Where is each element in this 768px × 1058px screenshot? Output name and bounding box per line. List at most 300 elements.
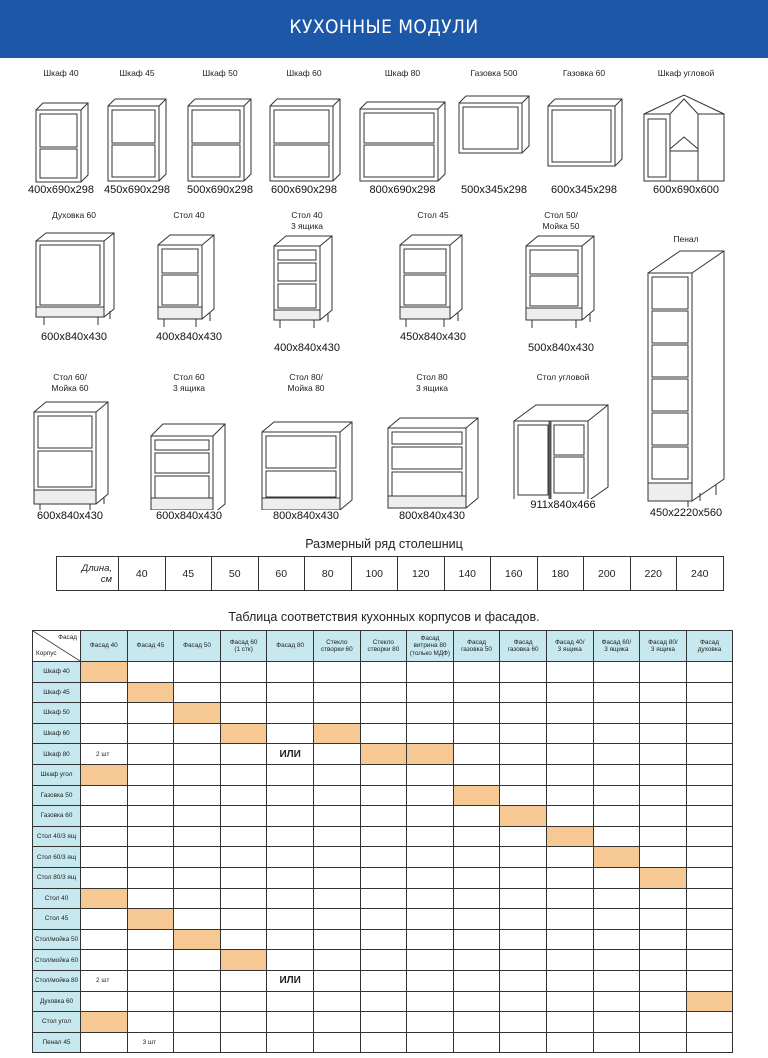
table-cell <box>267 703 314 724</box>
table-cell <box>407 1032 454 1053</box>
row-header: Шкаф 60 <box>33 723 81 744</box>
table-cell <box>500 991 547 1012</box>
cabinet-drawing <box>26 79 96 184</box>
module-label: Стол 80/ <box>289 372 323 382</box>
table-cell <box>640 806 687 827</box>
table-cell <box>407 806 454 827</box>
cabinet-drawing <box>508 383 618 499</box>
module-shkaf-40 <box>26 68 96 196</box>
table-cell <box>546 703 593 724</box>
table-cell <box>500 867 547 888</box>
table-cell <box>453 909 500 930</box>
module-stol-60-3 <box>145 372 233 522</box>
table-cell <box>546 744 593 765</box>
table-cell <box>593 950 640 971</box>
module-size: 400x840x430 <box>155 331 223 343</box>
table-cell <box>453 929 500 950</box>
column-header-line: Фасад <box>700 638 719 646</box>
table-cell <box>313 888 360 909</box>
table-cell <box>453 682 500 703</box>
length-value: 60 <box>258 557 305 591</box>
module-label-line2: Мойка 80 <box>287 383 325 393</box>
table-cell <box>500 826 547 847</box>
table-cell <box>546 1012 593 1033</box>
table-cell <box>453 867 500 888</box>
table-row <box>33 826 733 847</box>
module-stol-uglovoy <box>508 372 618 511</box>
table-cell <box>686 970 733 991</box>
table-cell <box>686 744 733 765</box>
module-stol-40-3 <box>266 210 348 354</box>
column-header-line: Фасад 50 <box>183 642 211 650</box>
table-cell <box>453 950 500 971</box>
table-cell <box>360 703 407 724</box>
module-label: Стол 40 <box>291 210 323 220</box>
column-header-line: Стекло <box>372 638 394 646</box>
match-cell <box>81 1012 128 1033</box>
table-row <box>33 929 733 950</box>
table-cell <box>220 703 267 724</box>
length-value: 40 <box>119 557 166 591</box>
table-cell <box>407 847 454 868</box>
table-cell <box>546 929 593 950</box>
table-cell <box>500 764 547 785</box>
module-size: 500x690x298 <box>186 184 254 196</box>
table-cell <box>174 888 221 909</box>
table-cell <box>500 785 547 806</box>
module-label: Стол 60 <box>173 372 205 382</box>
table-cell <box>360 929 407 950</box>
table-cell <box>546 847 593 868</box>
table-cell <box>174 867 221 888</box>
table-cell <box>174 950 221 971</box>
column-header-line: газовка 60 <box>507 646 539 653</box>
module-size: 800x840x430 <box>398 510 466 522</box>
table-cell <box>360 950 407 971</box>
table-cell <box>593 909 640 930</box>
module-stol-50 <box>518 210 604 354</box>
table-cell <box>546 970 593 991</box>
table-cell <box>220 785 267 806</box>
table-cell <box>640 764 687 785</box>
cabinet-drawing <box>518 232 604 342</box>
table-cell <box>220 744 267 765</box>
table-cell <box>313 703 360 724</box>
table-cell <box>267 1032 314 1053</box>
match-cell <box>313 723 360 744</box>
module-gazovka-500 <box>455 68 533 196</box>
table-cell: ИЛИ <box>267 970 314 991</box>
countertops-title: Размерный ряд столешниц <box>305 537 463 551</box>
module-stol-40 <box>150 210 228 343</box>
cabinet-drawing <box>543 79 625 184</box>
table-cell <box>686 806 733 827</box>
table-cell <box>127 991 174 1012</box>
module-size: 800x690x298 <box>369 184 436 196</box>
length-value: 220 <box>630 557 677 591</box>
table-cell <box>453 847 500 868</box>
column-header-line: витрина 80 <box>413 642 447 650</box>
table-cell <box>546 806 593 827</box>
module-stol-80-3 <box>382 372 482 522</box>
table-row <box>33 723 733 744</box>
table-cell: 2 шт <box>81 744 128 765</box>
table-cell <box>267 888 314 909</box>
table-cell <box>81 682 128 703</box>
table-cell <box>546 909 593 930</box>
column-header <box>593 631 640 662</box>
module-label: Шкаф 60 <box>286 68 322 78</box>
table-cell <box>127 950 174 971</box>
module-label-line2: 3 ящика <box>290 221 324 231</box>
table-cell <box>313 826 360 847</box>
cabinet-drawing <box>382 394 482 510</box>
table-cell <box>686 682 733 703</box>
table-cell <box>407 888 454 909</box>
module-size: 600x345x298 <box>550 184 618 196</box>
table-cell <box>686 1012 733 1033</box>
table-cell <box>81 806 128 827</box>
table-cell <box>593 662 640 683</box>
table-cell <box>174 1012 221 1033</box>
table-cell <box>313 950 360 971</box>
cabinet-drawing <box>145 394 233 510</box>
table-cell <box>81 1032 128 1053</box>
table-cell <box>640 909 687 930</box>
table-cell <box>500 682 547 703</box>
table-cell <box>267 867 314 888</box>
module-size: 500x345x298 <box>460 184 528 196</box>
match-cell <box>81 764 128 785</box>
cabinet-drawing <box>256 394 356 510</box>
length-value: 50 <box>212 557 259 591</box>
length-value: 180 <box>537 557 584 591</box>
table-cell <box>81 929 128 950</box>
table-cell <box>640 723 687 744</box>
table-cell <box>500 703 547 724</box>
module-shkaf-60 <box>265 68 343 196</box>
table-cell <box>127 1012 174 1033</box>
corner-label-body: Корпус <box>36 649 57 657</box>
table-cell <box>453 662 500 683</box>
column-header-line: 3 ящика <box>557 646 582 653</box>
row-header: Стол 45 <box>33 909 81 930</box>
module-label-line2: 3 ящика <box>172 383 206 393</box>
row-header: Стол 60/3 ящ <box>33 847 81 868</box>
column-header <box>453 631 500 662</box>
module-shkaf-80 <box>355 68 450 196</box>
table-cell <box>500 929 547 950</box>
table-cell <box>686 929 733 950</box>
table-cell <box>360 806 407 827</box>
row-header: Стол угол <box>33 1012 81 1033</box>
module-label: Шкаф 50 <box>202 68 238 78</box>
table-cell <box>546 867 593 888</box>
module-penal <box>640 234 732 519</box>
table-cell <box>127 888 174 909</box>
column-header-line: Фасад 45 <box>136 642 165 650</box>
table-cell <box>686 847 733 868</box>
length-value: 240 <box>677 557 724 591</box>
table-cell <box>500 1012 547 1033</box>
module-size: 600x840x430 <box>36 510 104 522</box>
cabinet-drawing <box>455 79 533 184</box>
column-header-line: Фасад <box>513 638 533 646</box>
table-cell <box>500 744 547 765</box>
module-label-line2: 3 ящика <box>415 383 449 393</box>
table-cell <box>174 806 221 827</box>
module-shkaf-uglovoy <box>640 68 732 196</box>
table-cell <box>453 1012 500 1033</box>
table-cell <box>640 888 687 909</box>
table-cell <box>81 723 128 744</box>
module-size: 911x840x466 <box>530 499 596 511</box>
length-value: 140 <box>444 557 491 591</box>
column-header <box>500 631 547 662</box>
module-shkaf-45 <box>102 68 172 196</box>
table-cell <box>686 826 733 847</box>
table-cell <box>407 867 454 888</box>
table-cell <box>127 847 174 868</box>
row-header: Духовка 60 <box>33 991 81 1012</box>
table-cell <box>267 764 314 785</box>
table-cell <box>360 991 407 1012</box>
row-header: Шкаф 40 <box>33 662 81 683</box>
table-cell <box>686 723 733 744</box>
table-cell <box>500 909 547 930</box>
length-value: 120 <box>398 557 445 591</box>
table-cell <box>640 950 687 971</box>
cabinet-drawing <box>355 79 450 184</box>
row-header: Стол 40/3 ящ <box>33 826 81 847</box>
table-cell <box>546 785 593 806</box>
module-label: Стол 45 <box>417 210 449 220</box>
column-header-line: Фасад 80/ <box>648 638 678 646</box>
table-cell <box>267 682 314 703</box>
table-cell <box>220 991 267 1012</box>
table-cell <box>267 723 314 744</box>
cabinet-drawing <box>28 221 120 331</box>
table-cell <box>360 909 407 930</box>
module-size: 600x840x430 <box>155 510 223 522</box>
module-label: Стол угловой <box>536 372 590 382</box>
table-cell <box>453 970 500 991</box>
column-header <box>267 631 314 662</box>
table-cell <box>500 1032 547 1053</box>
module-label-line2: Мойка 60 <box>51 383 89 393</box>
table-cell <box>407 764 454 785</box>
match-cell <box>360 744 407 765</box>
table-cell <box>313 662 360 683</box>
column-header-line: Фасад 60 <box>229 638 258 646</box>
table-cell <box>546 682 593 703</box>
module-size: 800x840x430 <box>272 510 340 522</box>
length-value: 80 <box>305 557 352 591</box>
cabinet-drawing <box>185 79 255 184</box>
column-header-line: 3 ящика <box>650 646 675 653</box>
table-cell <box>360 662 407 683</box>
module-size: 450x840x430 <box>399 331 467 343</box>
table-cell <box>407 929 454 950</box>
table-row <box>33 806 733 827</box>
table-cell <box>500 950 547 971</box>
table-cell <box>81 909 128 930</box>
match-cell <box>127 682 174 703</box>
table-cell <box>407 682 454 703</box>
table-cell <box>453 888 500 909</box>
table-cell <box>546 888 593 909</box>
table-cell <box>313 806 360 827</box>
corner-cell <box>33 631 81 662</box>
table-cell <box>407 703 454 724</box>
table-cell <box>360 723 407 744</box>
cabinet-drawing <box>150 221 228 331</box>
length-header: Длина, см <box>57 557 119 591</box>
table-cell <box>593 867 640 888</box>
table-cell <box>267 909 314 930</box>
table-cell <box>127 744 174 765</box>
table-cell <box>360 970 407 991</box>
table-cell <box>313 764 360 785</box>
table-cell <box>174 1032 221 1053</box>
table-cell <box>267 929 314 950</box>
length-value: 100 <box>351 557 398 591</box>
column-header-line: 3 ящика <box>604 646 629 653</box>
column-header-line: створки 60 <box>320 646 353 653</box>
table-cell <box>640 991 687 1012</box>
table-cell <box>453 744 500 765</box>
table-cell <box>267 806 314 827</box>
row-header: Стол 40 <box>33 888 81 909</box>
column-header <box>220 631 267 662</box>
module-stol-80 <box>256 372 356 522</box>
table-cell <box>220 1012 267 1033</box>
table-cell <box>593 744 640 765</box>
table-cell <box>453 764 500 785</box>
column-header <box>546 631 593 662</box>
table-cell <box>593 723 640 744</box>
table-cell: 2 шт <box>81 970 128 991</box>
column-header <box>313 631 360 662</box>
column-header-line: Фасад <box>467 638 486 646</box>
table-cell <box>360 847 407 868</box>
module-size: 600x690x600 <box>652 184 720 196</box>
table-cell <box>500 662 547 683</box>
module-size: 450x690x298 <box>103 184 171 196</box>
table-cell <box>686 764 733 785</box>
table-cell <box>593 991 640 1012</box>
table-cell <box>407 785 454 806</box>
length-value: 200 <box>584 557 631 591</box>
table-cell <box>267 991 314 1012</box>
table-cell <box>686 950 733 971</box>
table-cell <box>313 682 360 703</box>
table-row <box>33 764 733 785</box>
table-row <box>33 909 733 930</box>
table-cell <box>267 826 314 847</box>
page-title: КУХОННЫЕ МОДУЛИ <box>289 16 479 38</box>
module-label: Духовка 60 <box>51 210 97 220</box>
table-cell <box>313 867 360 888</box>
table-cell <box>220 826 267 847</box>
table-cell <box>127 785 174 806</box>
table-cell <box>313 785 360 806</box>
table-cell <box>546 950 593 971</box>
module-size: 600x690x298 <box>270 184 338 196</box>
table-cell <box>546 723 593 744</box>
match-cell <box>174 703 221 724</box>
column-header-line: Фасад <box>420 634 440 642</box>
table-cell <box>407 826 454 847</box>
column-header <box>81 631 128 662</box>
table-cell <box>313 1012 360 1033</box>
column-header <box>360 631 407 662</box>
table-cell <box>174 847 221 868</box>
row-header: Шкаф 45 <box>33 682 81 703</box>
length-value: 160 <box>491 557 538 591</box>
module-label: Шкаф 40 <box>43 68 79 78</box>
table-cell <box>546 764 593 785</box>
match-cell <box>453 785 500 806</box>
table-cell <box>360 867 407 888</box>
module-size: 500x840x430 <box>527 342 595 354</box>
correspondence-table <box>32 630 733 1053</box>
match-cell <box>593 847 640 868</box>
table-cell <box>640 847 687 868</box>
module-label-line2: Мойка 50 <box>542 221 580 231</box>
match-cell <box>81 888 128 909</box>
table-cell <box>500 723 547 744</box>
table-cell <box>174 785 221 806</box>
table-cell <box>593 703 640 724</box>
column-header <box>640 631 687 662</box>
module-label: Стол 50/ <box>544 210 578 220</box>
length-value: 45 <box>165 557 212 591</box>
match-cell <box>407 744 454 765</box>
cabinet-drawing <box>265 79 343 184</box>
table-cell <box>593 1032 640 1053</box>
table-cell <box>593 929 640 950</box>
table-cell <box>81 991 128 1012</box>
table-cell <box>593 682 640 703</box>
table-cell <box>127 929 174 950</box>
title-banner <box>0 0 768 58</box>
countertop-lengths-table <box>56 556 724 591</box>
table-row <box>33 1032 733 1053</box>
table-cell <box>453 991 500 1012</box>
table-cell <box>686 785 733 806</box>
table-cell <box>453 806 500 827</box>
table-cell <box>453 1032 500 1053</box>
table-cell <box>640 826 687 847</box>
table-cell <box>220 929 267 950</box>
column-header-line: Фасад 40/ <box>554 638 585 646</box>
table-cell <box>81 950 128 971</box>
table-cell <box>127 764 174 785</box>
module-size: 400x840x430 <box>273 342 341 354</box>
table-cell <box>360 785 407 806</box>
table-cell <box>174 744 221 765</box>
module-shkaf-50 <box>185 68 255 196</box>
table-cell <box>686 662 733 683</box>
row-header: Стол 80/3 ящ <box>33 867 81 888</box>
row-header: Шкаф 80 <box>33 744 81 765</box>
table-cell <box>407 662 454 683</box>
table-cell <box>174 764 221 785</box>
table-cell <box>453 826 500 847</box>
table-cell <box>593 970 640 991</box>
match-cell <box>220 723 267 744</box>
